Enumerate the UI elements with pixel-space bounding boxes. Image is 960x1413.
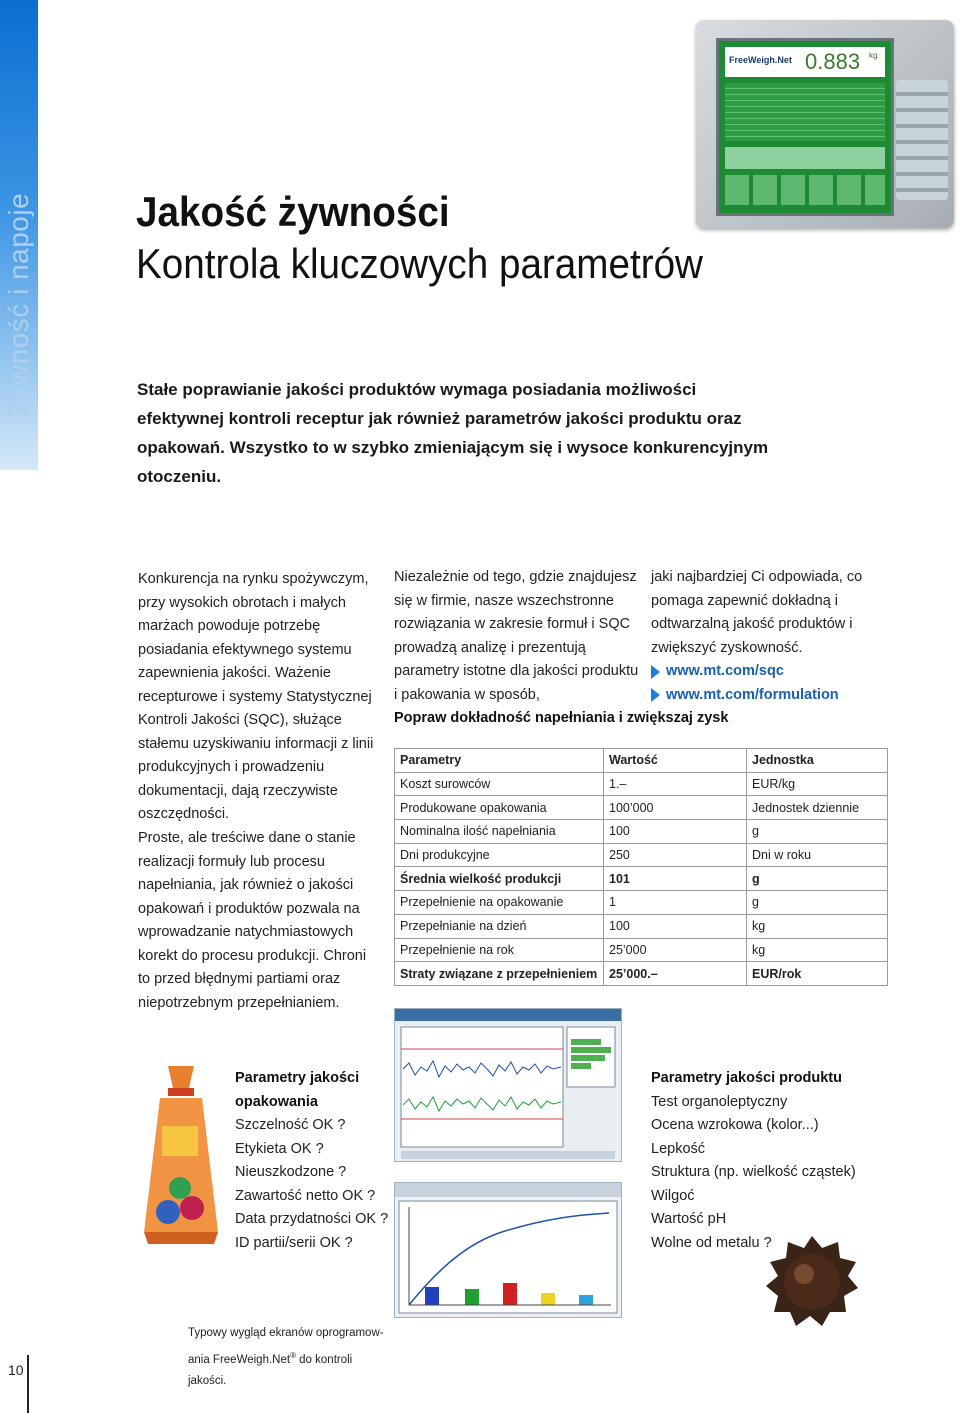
table-row bbox=[395, 891, 888, 915]
table-row bbox=[395, 820, 888, 844]
product-item: Lepkość bbox=[651, 1140, 706, 1157]
table-cell: 100 bbox=[604, 914, 747, 938]
packaging-heading-line1: Parametry jakości bbox=[235, 1070, 360, 1086]
page-number: 10 bbox=[8, 1362, 24, 1378]
packaging-heading-line2: opakowania bbox=[235, 1093, 318, 1110]
terminal-header-bar bbox=[725, 47, 885, 77]
table-cell: 1 bbox=[604, 891, 747, 915]
table-cell: Przepełnianie na dzień bbox=[395, 914, 604, 938]
header-cell: Jednostka bbox=[747, 749, 888, 773]
link-sqc[interactable] bbox=[651, 660, 901, 684]
product-item: Test organoleptyczny bbox=[651, 1093, 788, 1110]
caption-text-2: do kontroli jakości. bbox=[188, 1353, 353, 1387]
table-cell: Średnia wielkość produkcji bbox=[395, 867, 604, 891]
table-cell: Przepełnienie na rok bbox=[395, 938, 604, 962]
table-row bbox=[395, 796, 888, 820]
packaging-quality-box bbox=[235, 1067, 395, 1255]
table-cell: g bbox=[747, 891, 888, 915]
terminal-unit: kg bbox=[869, 51, 878, 60]
candy-bag-graphic bbox=[138, 1062, 224, 1250]
table-row bbox=[395, 938, 888, 962]
sqc-trend-screenshot bbox=[394, 1008, 622, 1162]
packaging-item: Zawartość netto OK ? bbox=[235, 1187, 376, 1204]
table-cell: 25’000.– bbox=[604, 962, 747, 986]
screenshot-caption bbox=[188, 1323, 388, 1392]
table-cell: Koszt surowców bbox=[395, 772, 604, 796]
product-item: Wilgoć bbox=[651, 1187, 695, 1204]
overfill-parameters-table bbox=[394, 748, 888, 986]
table-title: Popraw dokładność napełniania i zwiększaj zysk bbox=[394, 710, 729, 726]
table-header-row bbox=[395, 749, 888, 773]
terminal-progress-area bbox=[725, 147, 885, 169]
formulation-chart-graphic bbox=[395, 1183, 621, 1317]
table-row bbox=[395, 843, 888, 867]
body-paragraph-3: Niezależnie od tego, gdzie znajdujesz się w firmie, nasze wszechstronne rozwiązania w zakresie formuł i SQC prowadzą analizę i prezentują parametry istotne dla jakości produktu i pakowania w sposób, bbox=[394, 569, 639, 703]
terminal-reading: 0.883 bbox=[805, 49, 861, 74]
table-cell: 1.– bbox=[604, 772, 747, 796]
body-paragraph-4: jaki najbardziej Ci odpowiada, co pomaga zapewnić dokładną i odtwarzalną jakość produktów i zwiększyć zyskowność. bbox=[651, 569, 863, 656]
link-formulation[interactable] bbox=[651, 684, 901, 708]
terminal-softkeys bbox=[725, 175, 885, 205]
table-body bbox=[395, 749, 888, 986]
caption-text-1: Typowy wygląd ekranów oprogramowania FreeWeigh.Net bbox=[188, 1327, 384, 1366]
product-item: Wartość pH bbox=[651, 1211, 727, 1227]
product-heading: Parametry jakości produktu bbox=[651, 1070, 842, 1086]
section-side-label bbox=[2, 190, 36, 420]
table-cell: Straty związane z przepełnieniem bbox=[395, 962, 604, 986]
link-sqc-text[interactable]: www.mt.com/sqc bbox=[666, 663, 784, 679]
table-cell: Nominalna ilość napełniania bbox=[395, 820, 604, 844]
table-cell: 100’000 bbox=[604, 796, 747, 820]
header-cell: Wartość bbox=[604, 749, 747, 773]
header-cell: Parametry bbox=[395, 749, 604, 773]
lead-paragraph: Stałe poprawianie jakości produktów wymaga posiadania możliwości efektywnej kontroli receptur jak również parametrów jakości produktu oraz opakowań. Wszystko to w szybko zmieniającym się i wysoce konkurencyjnym otoczeniu. bbox=[137, 380, 769, 486]
arrow-right-icon bbox=[651, 688, 660, 702]
weighing-terminal-image bbox=[696, 20, 954, 228]
page-title: Jakość żywności bbox=[136, 188, 450, 235]
table-cell: 250 bbox=[604, 843, 747, 867]
table-cell: EUR/kg bbox=[747, 772, 888, 796]
formulation-screenshot bbox=[394, 1182, 622, 1318]
terminal-screen bbox=[716, 38, 894, 216]
body-paragraph-2: Proste, ale treściwe dane o stanie realizacji formuły lub procesu napełniania, jak również o jakości opakowań i produktów pozwala na wprowadzanie natychmiastowych korekt do procesu produkcji. Chroni to przed błędnymi partiami oraz niepotrzebnym przepełnianiem. bbox=[138, 830, 367, 1011]
table-cell: Dni produkcyjne bbox=[395, 843, 604, 867]
candy-bag-photo bbox=[138, 1062, 224, 1250]
body-paragraph-1: Konkurencja na rynku spożywczym, przy wysokich obrotach i małych marżach powoduje potrzebę posiadania efektywnego systemu zapewnienia jakości. Ważenie recepturowe i systemy Statystycznej Kontroli Jakości (SQC), służące stałemu uzyskiwaniu informacji z linii produkcyjnych i prowadzeniu dokumentacji, dają rzeczywiste oszczędności. bbox=[138, 571, 374, 822]
table-cell: Dni w roku bbox=[747, 843, 888, 867]
table-cell: Produkowane opakowania bbox=[395, 796, 604, 820]
packaging-item: Nieuszkodzone ? bbox=[235, 1164, 347, 1180]
packaging-item: Data przydatności OK ? bbox=[235, 1211, 389, 1227]
table-cell: 100 bbox=[604, 820, 747, 844]
table-cell: Jednostek dziennie bbox=[747, 796, 888, 820]
packaging-item: Szczelność OK ? bbox=[235, 1117, 346, 1133]
table-cell: kg bbox=[747, 938, 888, 962]
arrow-right-icon bbox=[651, 665, 660, 679]
table-row bbox=[395, 867, 888, 891]
terminal-brand: FreeWeigh.Net bbox=[729, 55, 792, 65]
table-row bbox=[395, 962, 888, 986]
terminal-data-lines bbox=[725, 83, 885, 141]
section-side-label-text: Żywność i napoje bbox=[3, 192, 34, 418]
packaging-item: Etykieta OK ? bbox=[235, 1140, 324, 1157]
product-item: Struktura (np. wielkość cząstek) bbox=[651, 1164, 856, 1180]
page-subtitle: Kontrola kluczowych parametrów bbox=[136, 240, 703, 287]
table-cell: kg bbox=[747, 914, 888, 938]
product-quality-box bbox=[651, 1067, 871, 1255]
table-cell: g bbox=[747, 867, 888, 891]
body-paragraph-4-block bbox=[651, 566, 901, 707]
table-cell: Przepełnienie na opakowanie bbox=[395, 891, 604, 915]
link-formulation-text[interactable]: www.mt.com/formulation bbox=[666, 686, 839, 703]
table-row bbox=[395, 914, 888, 938]
page-number-rule bbox=[27, 1355, 29, 1413]
trend-chart-graphic bbox=[395, 1009, 621, 1161]
table-cell: 101 bbox=[604, 867, 747, 891]
product-item: Wolne od metalu ? bbox=[651, 1234, 772, 1251]
table-cell: 25’000 bbox=[604, 938, 747, 962]
table-cell: EUR/rok bbox=[747, 962, 888, 986]
registered-mark: ® bbox=[290, 1350, 296, 1360]
packaging-item: ID partii/serii OK ? bbox=[235, 1234, 353, 1251]
product-item: Ocena wzrokowa (kolor...) bbox=[651, 1117, 819, 1133]
table-row bbox=[395, 772, 888, 796]
terminal-keypad bbox=[896, 80, 948, 200]
table-cell: g bbox=[747, 820, 888, 844]
